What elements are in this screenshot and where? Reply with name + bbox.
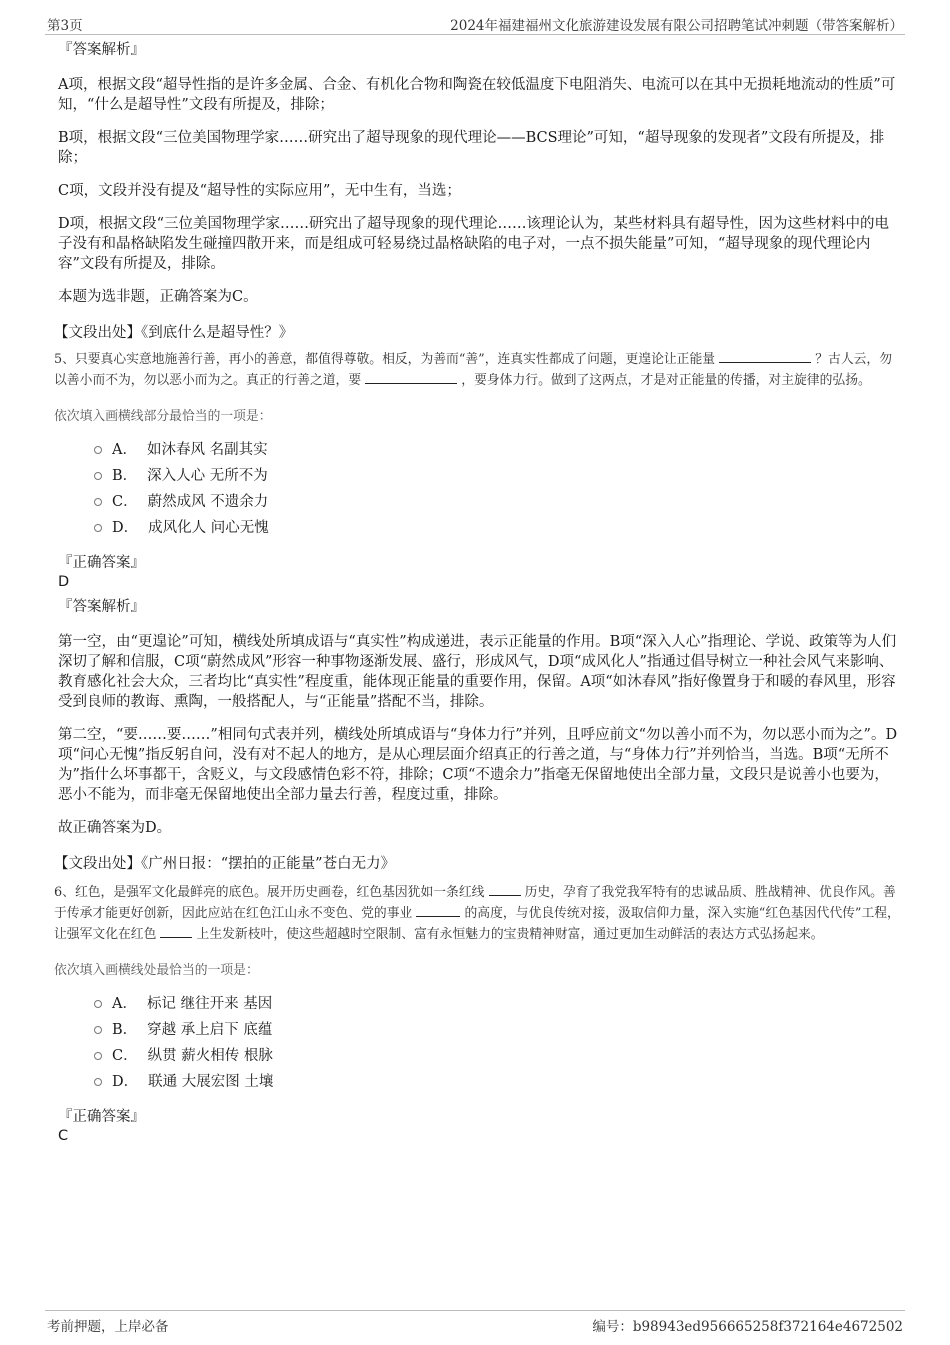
option-b[interactable] <box>94 463 902 489</box>
option-a[interactable] <box>94 437 902 463</box>
option-text: 如沐春风 名副其实 <box>146 442 268 458</box>
q6-text-3: 的高度，与优良传统对接，汲取信仰力量，深入实施“红色基因代代传”工程，让强军文化在红色 <box>54 906 900 942</box>
option-text: 成风化人 问心无愧 <box>148 520 269 536</box>
analysis-option-c: C项，文段并没有提及“超导性的实际应用”，无中生有，当选； <box>58 183 461 199</box>
page-number: 第3页 <box>47 18 83 34</box>
option-text: 标记 继往开来 基因 <box>146 996 273 1012</box>
correct-answer: C <box>58 1128 69 1144</box>
page-footer <box>45 1310 905 1341</box>
footer-slogan: 考前押题，上岸必备 <box>47 1319 169 1335</box>
option-letter: D． <box>112 1074 139 1090</box>
fill-blank <box>416 903 460 917</box>
option-letter: C． <box>112 1048 138 1064</box>
radio-icon[interactable] <box>94 524 102 532</box>
q6-text-1: 6、红色，是强军文化最鲜亮的底色。展开历史画卷，红色基因犹如一条红线 <box>54 885 485 900</box>
q6-text-4: 上生发新枝叶，使这些超越时空限制、富有永恒魅力的宝贵精神财富，通过更加生动鲜活的表达方式弘扬起来。 <box>196 927 824 942</box>
analysis-paragraph-1: 第一空，由“更遑论”可知，横线处所填成语与“真实性”构成递进，表示正能量的作用。B项“深入人心”指理论、学说、政策等为人们深切了解和信服，C项“蔚然成风”形容一种事物逐渐发展、盛行，形成风气，D项“成风化人”指通过倡导树立一种社会风气来影响、教育感化社会大众，三者均比“真实性”程度重，能体现正能量的重要作用，保留。A项“如沐春风”指好像置身于和暖的春风里，形容受到良师的教诲、熏陶，一般搭配人，与“正能量”搭配不当，排除。 <box>58 634 897 710</box>
analysis-option-b: B项，根据文段“三位美国物理学家……研究出了超导现象的现代理论——BCS理论”可知，“超导现象的发现者”文段有所提及，排除； <box>58 130 885 166</box>
correct-answer-label: 『正确答案』 <box>58 555 145 571</box>
source-citation: 【文段出处】《到底什么是超导性？》 <box>54 325 294 341</box>
radio-icon[interactable] <box>94 1000 102 1008</box>
option-d[interactable] <box>94 515 902 541</box>
option-c[interactable] <box>94 1043 902 1069</box>
radio-icon[interactable] <box>94 1026 102 1034</box>
question-6-stem <box>54 882 902 945</box>
radio-icon[interactable] <box>94 472 102 480</box>
radio-icon[interactable] <box>94 1052 102 1060</box>
correct-answer-label: 『正确答案』 <box>58 1109 145 1125</box>
option-letter: B． <box>112 468 138 484</box>
analysis-option-a: A项，根据文段“超导性指的是许多金属、合金、有机化合物和陶瓷在较低温度下电阻消失、电流可以在其中无损耗地流动的性质”可知，“什么是超导性”文段有所提及，排除； <box>58 77 896 113</box>
option-text: 纵贯 薪火相传 根脉 <box>147 1048 273 1064</box>
options-list <box>94 437 902 541</box>
option-letter: A． <box>112 442 137 458</box>
radio-icon[interactable] <box>94 1078 102 1086</box>
options-list <box>94 991 902 1095</box>
analysis-conclusion: 故正确答案为D。 <box>58 820 172 836</box>
question-5-stem <box>54 349 902 391</box>
q5-text-1: 5、只要真心实意地施善行善，再小的善意，都值得尊敬。相反，为善而“善”，连真实性都成了问题，更遑论让正能量 <box>54 352 716 367</box>
option-letter: D． <box>112 520 139 536</box>
option-text: 穿越 承上启下 底蕴 <box>147 1022 273 1038</box>
q5-text-3: ，要身体力行。做到了这两点，才是对正能量的传播，对主旋律的弘扬。 <box>461 373 871 388</box>
option-text: 深入人心 无所不为 <box>147 468 268 484</box>
analysis-paragraph-2: 第二空，“要……要……”相同句式表并列，横线处所填成语与“身体力行”并列，且呼应前文“勿以善小而不为，勿以恶小而为之”。D项“问心无愧”指反躬自问，没有对不起人的地方，是从心理层面介绍真正的行善之道，与“身体力行”并列恰当，当选。B项“无所不为”指什么坏事都干，含贬义，与文段感情色彩不符，排除；C项“不遗余力”指毫无保留地使出全部力量，文段只是说善小也要为，恶小不能为，而非毫无保留地使出全部力量去行善，程度过重，排除。 <box>58 727 898 803</box>
question-prompt: 依次填入画横线部分最恰当的一项是： <box>54 409 272 424</box>
q6-text-2: 历史，孕育了我党我军特有的忠诚品质、胜战精神、优良作风。善于传承才能更好创新，因此应站在红色江山永不变色、党的事业 <box>54 885 896 921</box>
option-c[interactable] <box>94 489 902 515</box>
document-body <box>54 40 902 1151</box>
option-a[interactable] <box>94 991 902 1017</box>
fill-blank <box>365 370 457 384</box>
radio-icon[interactable] <box>94 498 102 506</box>
analysis-option-d: D项，根据文段“三位美国物理学家……研究出了超导现象的现代理论……该理论认为，某些材料具有超导性，因为这些材料中的电子没有和晶格缺陷发生碰撞四散开来，而是组成可轻易绕过晶格缺陷的电子对，一点不损失能量”可知，“超导现象的现代理论内容”文段有所提及，排除。 <box>58 216 890 272</box>
page-header <box>45 12 905 35</box>
fill-blank <box>719 349 811 363</box>
analysis-label: 『答案解析』 <box>58 599 145 615</box>
option-letter: A． <box>112 996 137 1012</box>
option-text: 蔚然成风 不遗余力 <box>147 494 269 510</box>
source-citation: 【文段出处】《广州日报：“摆拍的正能量”苍白无力》 <box>54 856 396 872</box>
option-letter: B． <box>112 1022 138 1038</box>
option-letter: C． <box>112 494 138 510</box>
option-text: 联通 大展宏图 土壤 <box>148 1074 274 1090</box>
correct-answer: D <box>58 574 70 590</box>
document-title: 2024年福建福州文化旅游建设发展有限公司招聘笔试冲刺题（带答案解析） <box>450 18 903 34</box>
analysis-conclusion: 本题为选非题，正确答案为C。 <box>58 289 258 305</box>
radio-icon[interactable] <box>94 446 102 454</box>
q5-text-2: ？古人云，勿以善小而不为，勿以恶小而为之。真正的行善之道，要 <box>54 352 893 388</box>
fill-blank <box>489 882 521 896</box>
document-code: 编号：b98943ed956665258f372164e4672502 <box>592 1319 903 1335</box>
fill-blank <box>160 924 192 938</box>
option-d[interactable] <box>94 1069 902 1095</box>
option-b[interactable] <box>94 1017 902 1043</box>
question-prompt: 依次填入画横线处最恰当的一项是： <box>54 963 259 978</box>
analysis-label: 『答案解析』 <box>58 42 145 58</box>
